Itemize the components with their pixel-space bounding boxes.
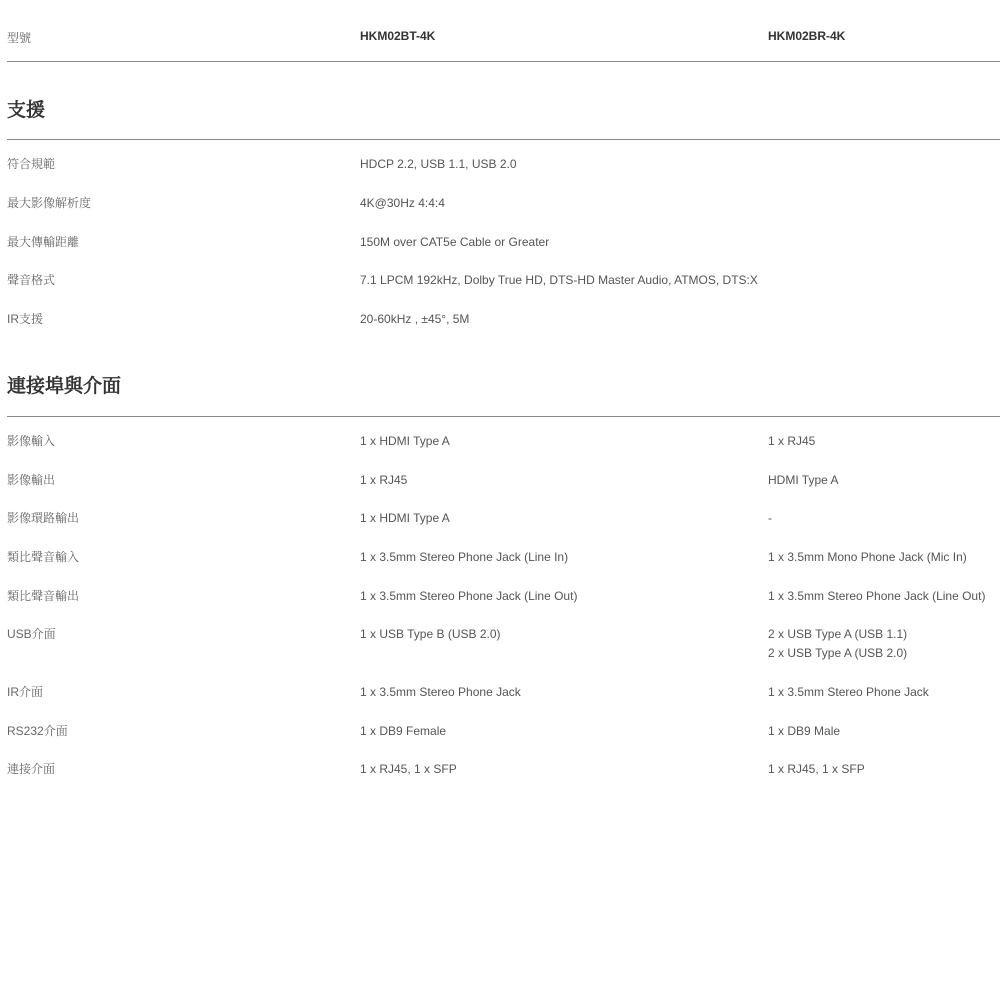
spec-label: 最大傳輸距離	[7, 235, 80, 249]
model-2-name: HKM02BR-4K	[768, 29, 846, 43]
port-label: USB介面	[7, 627, 56, 641]
port-value-model-1: 1 x 3.5mm Stereo Phone Jack (Line In)	[360, 550, 569, 564]
port-label: 影像輸入	[7, 434, 56, 448]
port-value-model-1: 1 x HDMI Type A	[360, 434, 450, 448]
port-value-model-1: 1 x RJ45	[360, 473, 408, 487]
port-value-model-2: 1 x 3.5mm Stereo Phone Jack (Line Out)	[768, 589, 986, 603]
port-value-model-2: 2 x USB Type A (USB 1.1) 2 x USB Type A (USB 2.0)	[768, 627, 908, 660]
port-value-model-2: HDMI Type A	[768, 473, 839, 487]
port-label: 連接介面	[7, 762, 56, 776]
port-value-model-1: 1 x USB Type B (USB 2.0)	[360, 627, 501, 641]
spec-value: HDCP 2.2, USB 1.1, USB 2.0	[360, 157, 517, 171]
spec-value: 7.1 LPCM 192kHz, Dolby True HD, DTS-HD Master Audio, ATMOS, DTS:X	[360, 273, 758, 287]
port-label: 影像輸出	[7, 473, 56, 487]
section-title-support: 支援	[7, 100, 46, 121]
port-value-model-2: 1 x 3.5mm Stereo Phone Jack	[768, 685, 929, 699]
port-label: IR介面	[7, 685, 44, 699]
port-value-model-2: 1 x DB9 Male	[768, 724, 841, 738]
divider	[7, 139, 1000, 140]
model-label: 型號	[7, 31, 32, 45]
spec-value: 4K@30Hz 4:4:4	[360, 196, 445, 210]
divider	[7, 416, 1000, 417]
port-label: 類比聲音輸出	[7, 589, 80, 603]
port-label: 類比聲音輸入	[7, 550, 80, 564]
port-value-model-2: 1 x 3.5mm Mono Phone Jack (Mic In)	[768, 550, 967, 564]
port-value-model-2: 1 x RJ45	[768, 434, 816, 448]
model-header-row	[0, 0, 1000, 62]
port-value-model-1: 1 x RJ45, 1 x SFP	[360, 762, 457, 776]
port-label: RS232介面	[7, 724, 68, 738]
spec-label: 最大影像解析度	[7, 196, 92, 210]
port-value-model-2: -	[768, 511, 772, 525]
port-value-model-1: 1 x 3.5mm Stereo Phone Jack (Line Out)	[360, 589, 578, 603]
spec-value: 20-60kHz , ±45°, 5M	[360, 312, 470, 326]
spec-label: IR支援	[7, 312, 44, 326]
spec-label: 符合規範	[7, 157, 56, 171]
port-value-model-1: 1 x DB9 Female	[360, 724, 447, 738]
port-value-model-1: 1 x 3.5mm Stereo Phone Jack	[360, 685, 521, 699]
port-value-model-1: 1 x HDMI Type A	[360, 511, 450, 525]
divider	[7, 61, 1000, 62]
port-label: 影像環路輸出	[7, 511, 80, 525]
section-title-ports: 連接埠與介面	[7, 376, 122, 397]
spec-value: 150M over CAT5e Cable or Greater	[360, 235, 550, 249]
model-1-name: HKM02BT-4K	[360, 29, 436, 43]
spec-label: 聲音格式	[7, 273, 56, 287]
port-value-model-2: 1 x RJ45, 1 x SFP	[768, 762, 865, 776]
